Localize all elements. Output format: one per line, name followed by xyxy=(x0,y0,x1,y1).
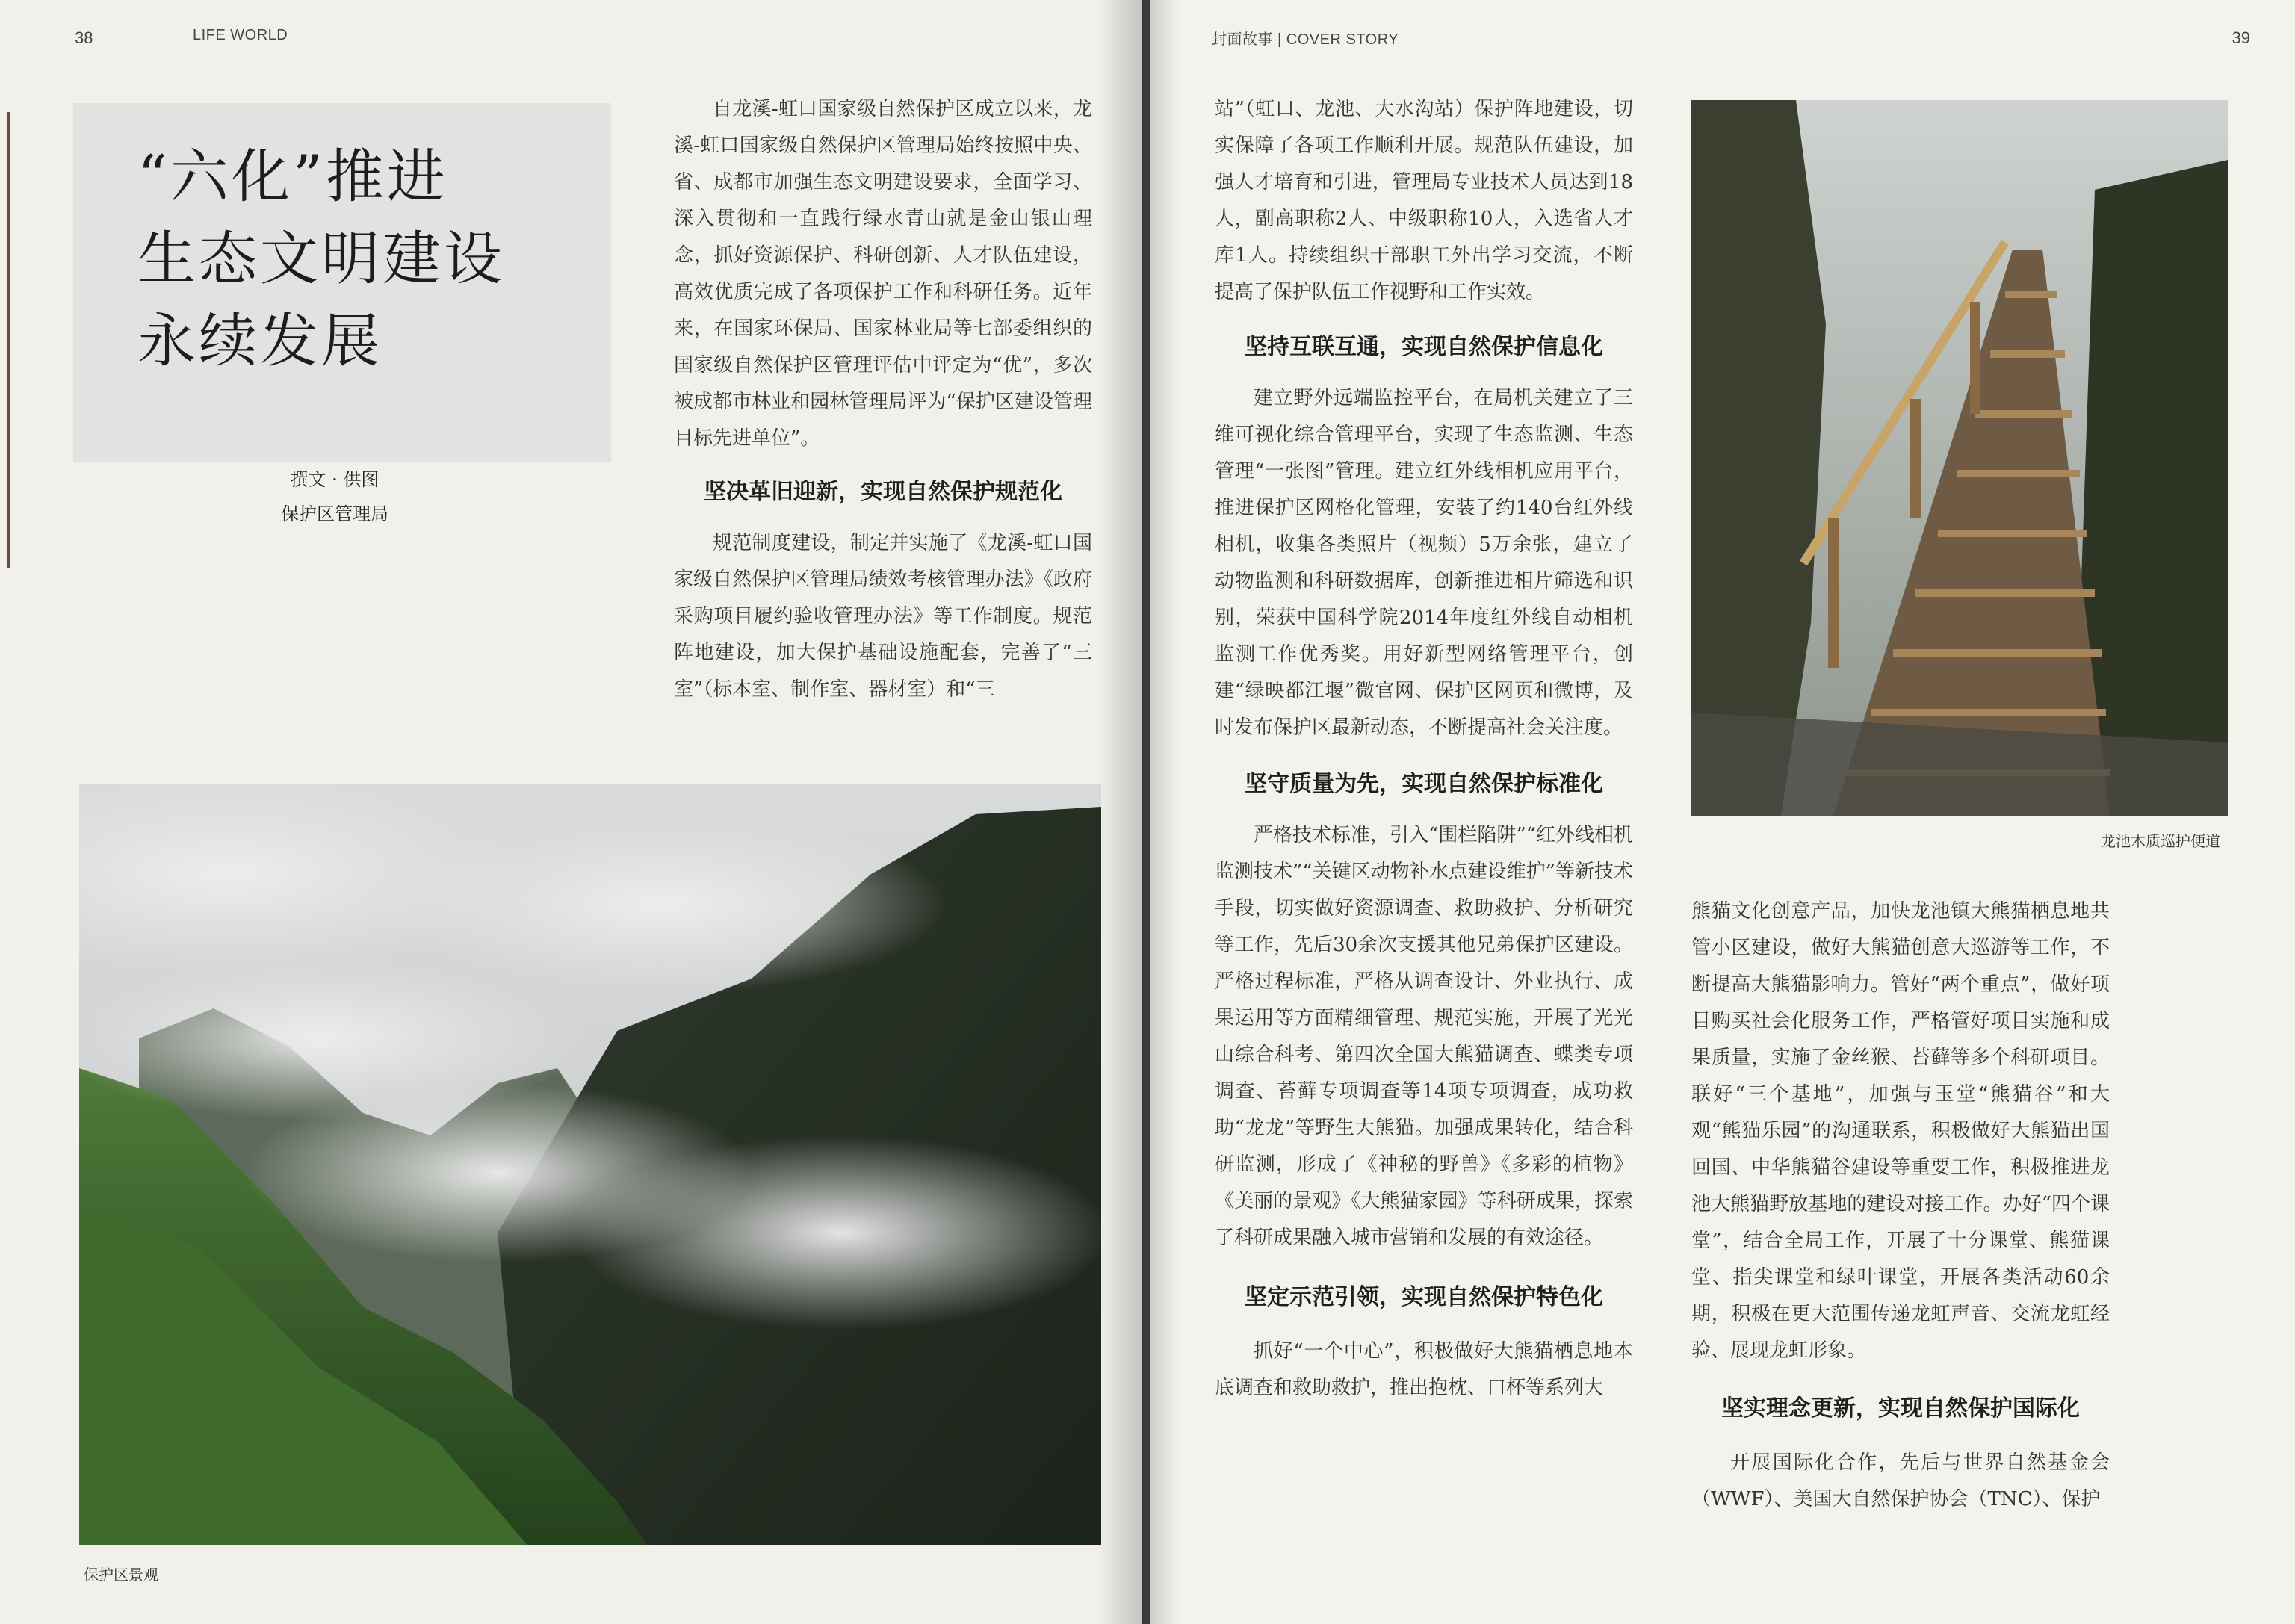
wooden-stairs-photo xyxy=(1691,100,2228,816)
section-heading: 坚守质量为先，实现自然保护标准化 xyxy=(1245,771,1603,797)
page-edge xyxy=(7,112,10,568)
section-heading: 坚决革旧迎新，实现自然保护规范化 xyxy=(704,479,1062,505)
gutter-shadow xyxy=(1150,0,1180,1624)
right-text-column-1 xyxy=(1215,91,1633,1407)
title-line-2: 生态文明建设 xyxy=(137,226,506,293)
body-paragraph: 站”（虹口、龙池、大水沟站）保护阵地建设，切实保障了各项工作顺利开展。规范队伍建设，加强人才培育和引进，管理局专业技术人员达到18人，副高职称2人、中级职称10人，入选省人才库1人。持续组织干部职工外出学习交流，不断提高了保护队伍工作视野和工作实效。 xyxy=(1215,98,1633,303)
section-heading: 坚定示范引领，实现自然保护特色化 xyxy=(1245,1284,1603,1310)
title-box xyxy=(73,103,611,462)
body-paragraph: 开展国际化合作，先后与世界自然基金会（WWF）、美国大自然保护协会（TNC）、保护 xyxy=(1691,1451,2110,1510)
mountain-landscape-image xyxy=(79,784,1101,1545)
section-heading: 坚持互联互通，实现自然保护信息化 xyxy=(1245,334,1603,360)
section-label: LIFE WORLD xyxy=(193,27,288,43)
left-text-column xyxy=(674,91,1092,708)
right-page xyxy=(1150,0,2295,1624)
section-label: 封面故事 | COVER STORY xyxy=(1212,31,1399,48)
wooden-stairs-image xyxy=(1691,100,2228,816)
byline-role: 撰文 · 供图 xyxy=(290,469,380,490)
title-line-3: 永续发展 xyxy=(137,308,383,375)
left-page xyxy=(0,0,1142,1624)
gutter-shadow xyxy=(1097,0,1142,1624)
page-number: 39 xyxy=(2231,28,2250,47)
page-number: 38 xyxy=(75,28,93,47)
byline-author: 保护区管理局 xyxy=(281,503,388,524)
section-heading: 坚实理念更新，实现自然保护国际化 xyxy=(1721,1395,2080,1422)
body-paragraph: 建立野外远端监控平台，在局机关建立了三维可视化综合管理平台，实现了生态监测、生态管理“一张图”管理。建立红外线相机应用平台，推进保护区网格化管理，安装了约140台红外线相机，收集各类照片（视频）5万余张，建立了动物监测和科研数据库，创新推进相片筛选和识别，荣获中国科学院2014年度红外线自动相机监测工作优秀奖。用好新型网络管理平台，创建“绿映都江堰”微官网、保护区网页和微博，及时发布保护区最新动态，不断提高社会关注度。 xyxy=(1215,387,1633,739)
body-paragraph: 熊猫文化创意产品，加快龙池镇大熊猫栖息地共管小区建设，做好大熊猫创意大巡游等工作，不断提高大熊猫影响力。管好“两个重点”，做好项目购买社会化服务工作，严格管好项目实施和成果质量，实施了金丝猴、苔藓等多个科研项目。联好“三个基地”，加强与玉堂“熊猫谷”和大观“熊猫乐园”的沟通联系，积极做好大熊猫出国回国、中华熊猫谷建设等重要工作，积极推进龙池大熊猫野放基地的建设对接工作。办好“四个课堂”，结合全局工作，开展了十分课堂、熊猫课堂、指尖课堂和绿叶课堂，开展各类活动60余期，积极在更大范围传递龙虹声音、交流龙虹经验、展现龙虹形象。 xyxy=(1691,900,2110,1362)
right-text-column-2 xyxy=(1691,893,2110,1518)
body-paragraph: 规范制度建设，制定并实施了《龙溪-虹口国家级自然保护区管理局绩效考核管理办法》《政府采购项目履约验收管理办法》等工作制度。规范阵地建设，加大保护基础设施配套，完善了“三室”（标本室、制作室、器材室）和“三 xyxy=(674,532,1092,701)
photo-caption: 保护区景观 xyxy=(84,1567,158,1584)
photo-caption: 龙池木质巡护便道 xyxy=(2101,834,2220,850)
body-paragraph: 抓好“一个中心”，积极做好大熊猫栖息地本底调查和救助救护，推出抱枕、口杯等系列大 xyxy=(1215,1340,1633,1399)
title-line-1: “六化”推进 xyxy=(137,143,448,211)
intro-paragraph: 自龙溪-虹口国家级自然保护区成立以来，龙溪-虹口国家级自然保护区管理局始终按照中央、省、成都市加强生态文明建设要求，全面学习、深入贯彻和一直践行绿水青山就是金山银山理念，抓好资源保护、科研创新、人才队伍建设，高效优质完成了各项保护工作和科研任务。近年来，在国家环保局、国家林业局等七部委组织的国家级自然保护区管理评估中评定为“优”，多次被成都市林业和园林管理局评为“保护区建设管理目标先进单位”。 xyxy=(674,98,1092,450)
body-paragraph: 严格技术标准，引入“围栏陷阱”“红外线相机监测技术”“关键区动物补水点建设维护”等新技术手段，切实做好资源调查、救助救护、分析研究等工作，先后30余次支援其他兄弟保护区建设。严格过程标准，严格从调查设计、外业执行、成果运用等方面精细管理、规范实施，开展了光光山综合科考、第四次全国大熊猫调查、蝶类专项调查、苔藓专项调查等14项专项调查，成功救助“龙龙”等野生大熊猫。加强成果转化，结合科研监测，形成了《神秘的野兽》《多彩的植物》《美丽的景观》《大熊猫家园》等科研成果，探索了科研成果融入城市营销和发展的有效途径。 xyxy=(1215,824,1633,1249)
mountain-landscape-photo xyxy=(79,784,1101,1545)
